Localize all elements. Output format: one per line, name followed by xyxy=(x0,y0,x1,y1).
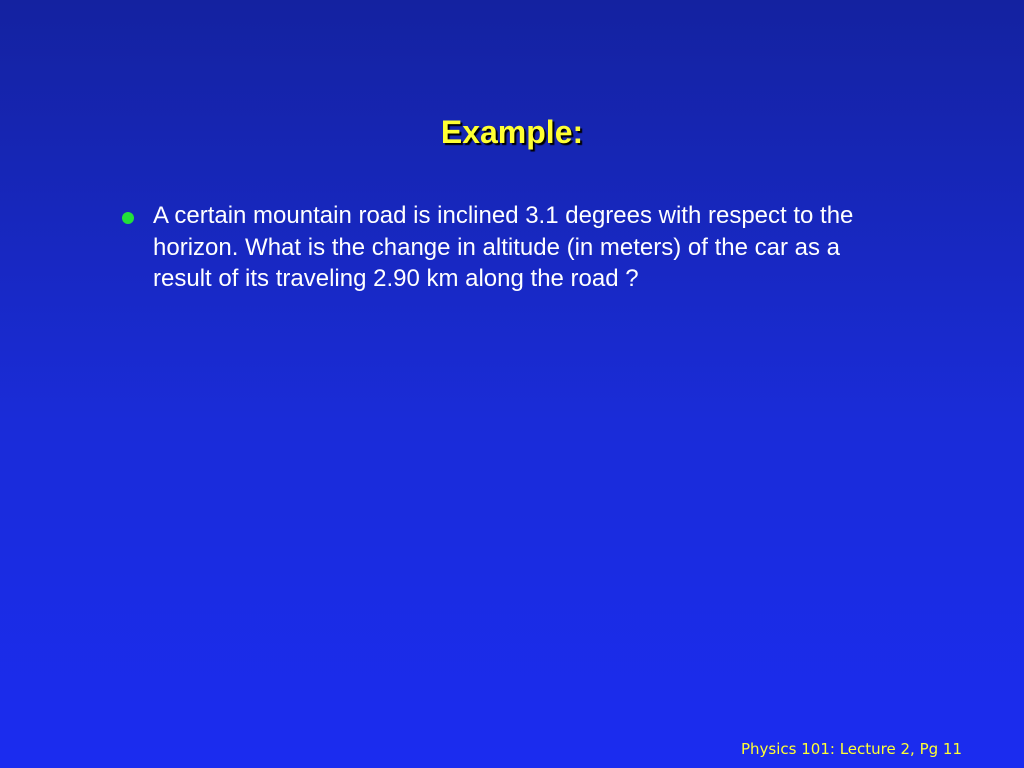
slide-title: Example: xyxy=(440,114,584,150)
bullet-text: A certain mountain road is inclined 3.1 degrees with respect to the horizon. What is the change in altitude (in meters) of the car as a result of its traveling 2.90 km along the road ? xyxy=(153,202,854,292)
bullet-list xyxy=(122,200,892,295)
slide-footer: Physics 101: Lecture 2, Pg 11 xyxy=(741,740,962,758)
bullet-dot-icon xyxy=(122,212,134,224)
list-item xyxy=(122,200,892,295)
